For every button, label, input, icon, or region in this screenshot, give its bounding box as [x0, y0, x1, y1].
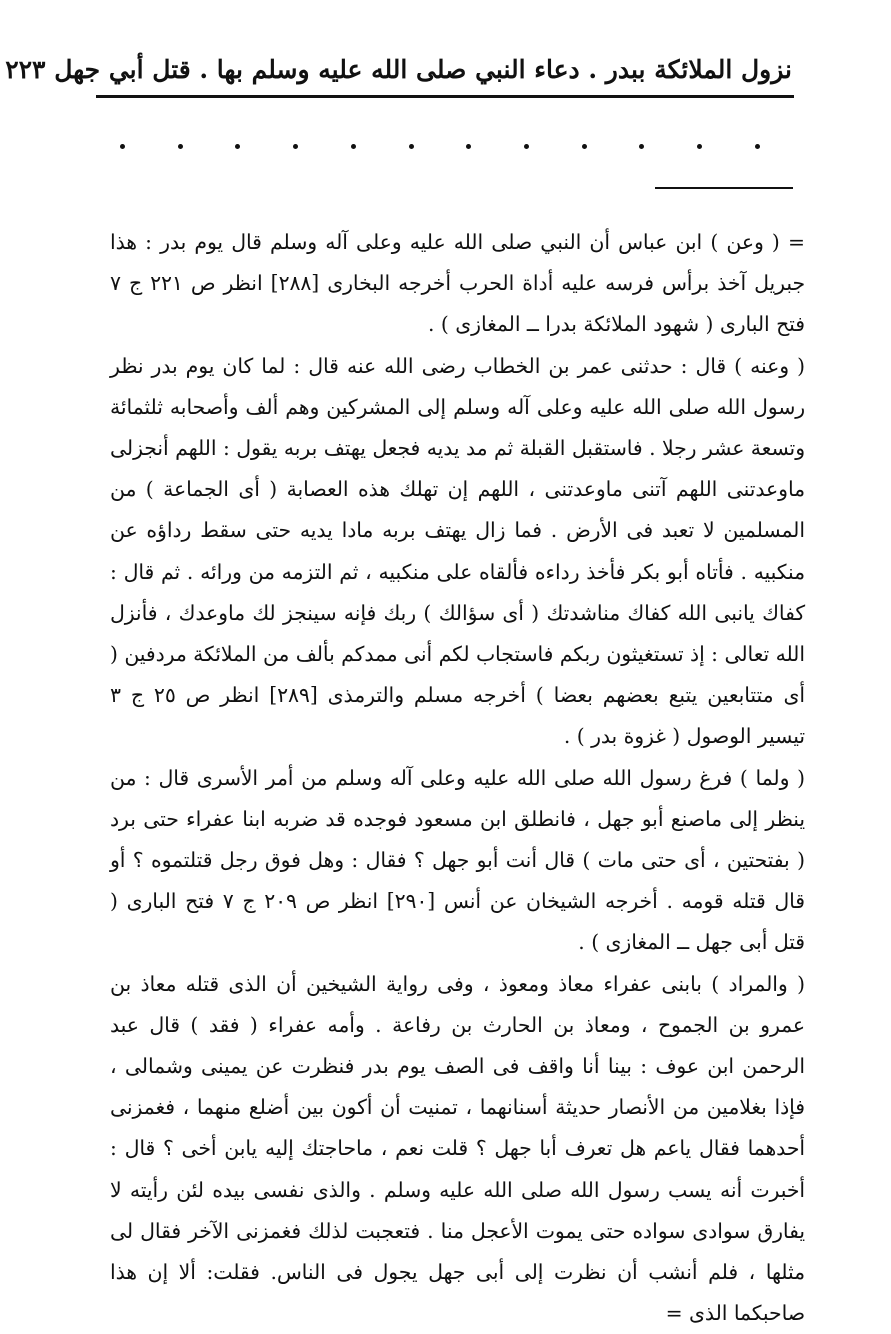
- body-text: [110, 222, 805, 1334]
- separator-dot: [639, 144, 644, 149]
- paragraph-hadith-289: ( وعنه ) قال : حدثنى عمر بن الخطاب رضى الله عنه قال : لما كان يوم بدر نظر رسول الله صلى الله عليه وعلى آله وسلم إلى المشركين وهم ألف وأصحابه ثلثمائة وتسعة عشر رجلا . فاستقبل القبلة ثم مد يديه فجعل يهتف بربه يقول : اللهم أنجزلى ماوعدتنى اللهم آتنى ماوعدتنى ، اللهم إن تهلك هذه العصابة ( أى الجماعة ) من المسلمين لا تعبد فى الأرض . فما زال يهتف بربه مادا يديه حتى سقط رداؤه عن منكبيه . فأتاه أبو بكر فأخذ رداءه فألقاه على منكبيه ، ثم التزمه من ورائه . ثم قال : كفاك يانبى الله كفاك مناشدتك ( أى سؤالك ) ربك فإنه سينجز لك ماوعدك ، فأنزل الله تعالى : إذ تستغيثون ربكم فاستجاب لكم أنى ممدكم بألف من الملائكة مردفين ( أى متتابعين يتبع بعضهم بعضا ) أخرجه مسلم والترمذى [٢٨٩] انظر ص ٢٥ ج ٣ تيسير الوصول ( غزوة بدر ) .: [110, 353, 805, 749]
- separator-dot: [582, 144, 587, 149]
- paragraph-hadith-290: ( ولما ) فرغ رسول الله صلى الله عليه وعلى آله وسلم من أمر الأسرى قال : من ينظر إلى ماصنع أبو جهل ، فانطلق ابن مسعود فوجده قد ضربه ابنا عفراء حتى برد ( بفتحتين ، أى حتى مات ) قال أنت أبو جهل ؟ فقال : وهل فوق رجل قتلتموه ؟ أو قال قتله قومه . أخرجه الشيخان عن أنس [٢٩٠] انظر ص ٢٠٩ ج ٧ فتح البارى ( قتل أبى جهل ــ المغازى ) .: [110, 765, 805, 955]
- paragraph-commentary: ( والمراد ) بابنى عفراء معاذ ومعوذ ، وفى رواية الشيخين أن الذى قتله معاذ بن عمرو بن الجموح ، ومعاذ بن الحارث بن رفاعة . وأمه عفراء ( فقد ) قال عبد الرحمن ابن عوف : بينا أنا واقف فى الصف يوم بدر فنظرت عن يمينى وشمالى ، فإذا بغلامين من الأنصار حديثة أسنانهما ، تمنيت أن أكون بين أضلع منهما ، فغمزنى أحدهما فقال ياعم هل تعرف أبا جهل ؟ قلت نعم ، ماحاجتك إليه يابن أخى ؟ قال : أخبرت أنه يسب رسول الله صلى الله عليه وسلم . والذى نفسى بيده لئن رأيته لا يفارق سوادى سواده حتى يموت الأعجل منا . فتعجبت لذلك فغمزنى الآخر فقال لى مثلها ، فلم أنشب أن نظرت إلى أبى جهل يجول فى الناس. فقلت: ألا إن هذا صاحبكما الذى =: [110, 971, 805, 1326]
- paragraph-hadith-288: = ( وعن ) ابن عباس أن النبي صلى الله عليه وعلى آله وسلم قال يوم بدر : هذا جبريل آخذ برأس فرسه عليه أداة الحرب أخرجه البخارى [٢٨٨] انظر ص ٢٢١ ج ٧ فتح البارى ( شهود الملائكة بدرا ــ المغازى ) .: [110, 230, 805, 337]
- page-header: نزول الملائكة ببدر . دعاء النبي صلى الله عليه وسلم بها . قتل أبي جهل ٢٢٣: [5, 55, 792, 84]
- header-rule: [96, 95, 794, 98]
- separator-dot: [351, 144, 356, 149]
- separator-dot: [120, 144, 125, 149]
- separator-dot: [524, 144, 529, 149]
- separator-dot: [755, 144, 760, 149]
- separator-dot: [235, 144, 240, 149]
- section-separator-dots: [120, 136, 760, 156]
- separator-dot: [178, 144, 183, 149]
- separator-dot: [409, 144, 414, 149]
- footnote-rule: [655, 187, 793, 189]
- separator-dot: [697, 144, 702, 149]
- separator-dot: [466, 144, 471, 149]
- separator-dot: [293, 144, 298, 149]
